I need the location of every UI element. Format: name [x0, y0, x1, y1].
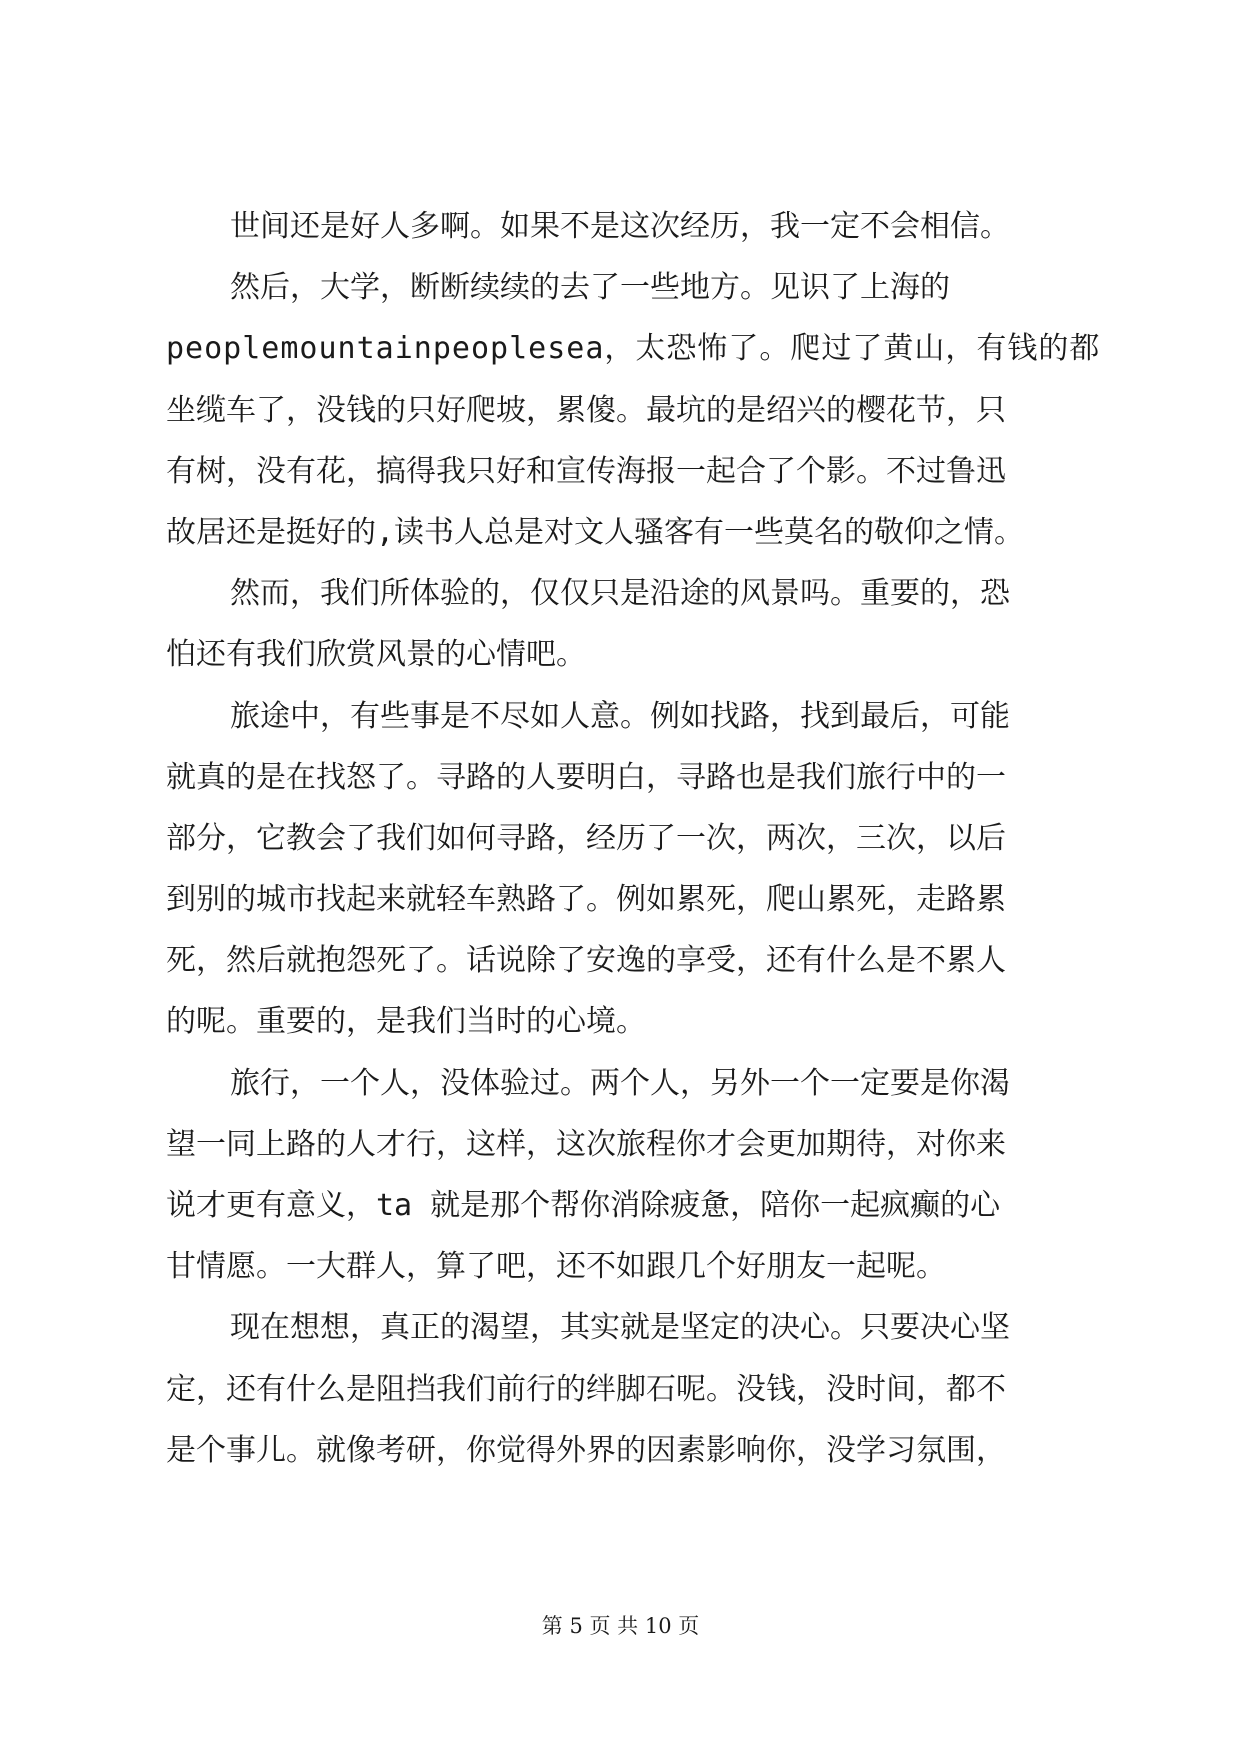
text-line: 就真的是在找怒了。寻路的人要明白，寻路也是我们旅行中的一 — [166, 759, 1006, 795]
text-line: 定，还有什么是阻挡我们前行的绊脚石呢。没钱，没时间，都不 — [166, 1371, 1006, 1407]
text-line: peoplemountainpeoplesea，太恐怖了。爬过了黄山，有钱的都 — [166, 331, 1101, 367]
text-line: 部分，它教会了我们如何寻路，经历了一次，两次，三次，以后 — [166, 820, 1006, 856]
text-line: 旅途中，有些事是不尽如人意。例如找路，找到最后，可能 — [230, 698, 1010, 734]
text-line: 说才更有意义，ta 就是那个帮你消除疲惫，陪你一起疯癫的心 — [166, 1188, 1001, 1223]
text-line: 甘情愿。一大群人，算了吧，还不如跟几个好朋友一起呢。 — [166, 1249, 946, 1285]
page-number-footer: 第 5 页 共 10 页 — [541, 1614, 700, 1638]
text-line: 现在想想，真正的渴望，其实就是坚定的决心。只要决心坚 — [230, 1310, 1010, 1346]
text-line: 有树，没有花，搞得我只好和宣传海报一起合了个影。不过鲁迅 — [166, 453, 1006, 489]
text-line: 到别的城市找起来就轻车熟路了。例如累死，爬山累死，走路累 — [166, 882, 1006, 918]
text-line: 望一同上路的人才行，这样，这次旅程你才会更加期待，对你来 — [166, 1126, 1006, 1162]
text-line: 死，然后就抱怨死了。话说除了安逸的享受，还有什么是不累人 — [166, 943, 1006, 979]
text-line: 坐缆车了，没钱的只好爬坡，累傻。最坑的是绍兴的樱花节，只 — [166, 392, 1006, 428]
text-line: 是个事儿。就像考研，你觉得外界的因素影响你，没学习氛围， — [166, 1432, 1006, 1468]
text-line: 怕还有我们欣赏风景的心情吧。 — [166, 637, 586, 673]
text-line: 旅行，一个人，没体验过。两个人，另外一个一定要是你渴 — [230, 1065, 1010, 1101]
text-line: 然而，我们所体验的，仅仅只是沿途的风景吗。重要的，恐 — [230, 576, 1010, 612]
text-line: 然后，大学，断断续续的去了一些地方。见识了上海的 — [230, 270, 950, 306]
text-line: 世间还是好人多啊。如果不是这次经历，我一定不会相信。 — [230, 209, 1010, 244]
text-line: 的呢。重要的，是我们当时的心境。 — [166, 1004, 646, 1040]
body-text — [166, 196, 1101, 1481]
text-line: 故居还是挺好的,读书人总是对文人骚客有一些莫名的敬仰之情。 — [166, 514, 1025, 550]
